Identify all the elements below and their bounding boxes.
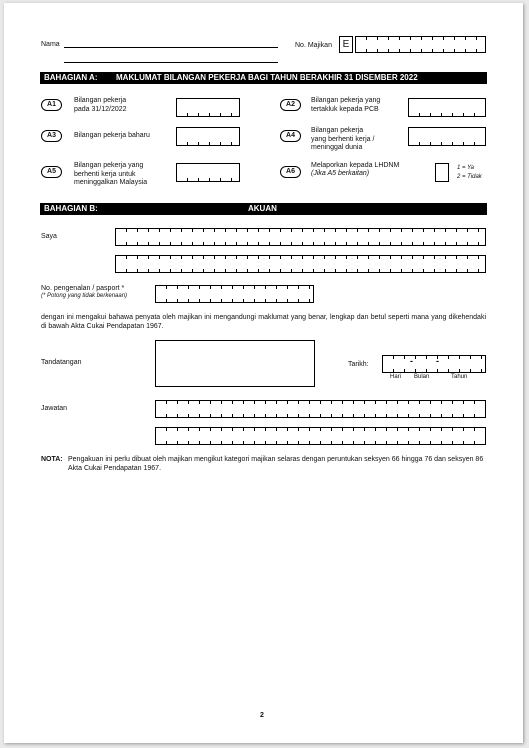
no-majikan-label: No. Majikan: [295, 42, 332, 49]
a6-label: Melaporkan kepada LHDNM: [311, 162, 400, 169]
section-b-header: [40, 203, 487, 215]
a1-badge: A1: [41, 99, 62, 111]
position-field-1[interactable]: [155, 400, 486, 418]
nama-label: Nama: [41, 41, 60, 48]
nama-line-2[interactable]: [64, 62, 278, 63]
note-label: NOTA:: [41, 456, 63, 463]
a5-badge: A5: [41, 166, 62, 178]
position-field-2[interactable]: [155, 427, 486, 445]
date-sep-2: -: [436, 356, 439, 366]
a1-field[interactable]: [176, 98, 240, 117]
a4-field[interactable]: [408, 127, 486, 146]
date-label: Tarikh:: [348, 361, 369, 368]
declaration-text: dengan ini mengakui bahawa penyata oleh majikan ini mengandungi maklumat yang benar, lengkap dan betul seperti mana yang dikehendaki di bawah Akta Cukai Pendapatan 1967.: [41, 314, 486, 330]
saya-field-1[interactable]: [115, 228, 486, 246]
a5-label: Bilangan pekerja yang berhenti kerja untuk meninggalkan Malaysia: [74, 162, 148, 186]
section-a-prefix: BAHAGIAN A:: [44, 73, 98, 82]
date-day-label: Hari: [390, 374, 402, 380]
section-a-header: [40, 72, 487, 84]
a1-label: Bilangan pekerja pada 31/12/2022: [74, 97, 127, 113]
section-a-title: MAKLUMAT BILANGAN PEKERJA BAGI TAHUN BERAKHIR 31 DISEMBER 2022: [116, 73, 418, 82]
date-year-label: Tahun: [451, 374, 468, 380]
id-field[interactable]: [155, 285, 314, 303]
date-month-label: Bulan: [414, 374, 430, 380]
nama-line-1[interactable]: [64, 47, 278, 48]
position-label: Jawatan: [41, 405, 68, 412]
e-prefix-box: E: [339, 36, 353, 53]
a3-label: Bilangan pekerja baharu: [74, 132, 150, 139]
date-field[interactable]: [382, 355, 486, 373]
form-page: [4, 3, 523, 743]
page-number: 2: [260, 712, 264, 719]
a2-label: Bilangan pekerja yang tertakluk kepada PCB: [311, 97, 381, 113]
a6-field[interactable]: [435, 163, 449, 182]
date-sep-1: -: [410, 356, 413, 366]
a3-badge: A3: [41, 130, 62, 142]
a2-badge: A2: [280, 99, 301, 111]
a4-badge: A4: [280, 130, 301, 142]
saya-field-2[interactable]: [115, 255, 486, 273]
a5-field[interactable]: [176, 163, 240, 182]
signature-label: Tandatangan: [41, 359, 82, 366]
saya-label: Saya: [41, 233, 57, 240]
a6-note: (Jika A5 berkaitan): [311, 170, 370, 177]
note-text: Pengakuan ini perlu dibuat oleh majikan mengikut kategori majikan selaras dengan peruntukan seksyen 66 hingga 76 dan seksyen 86 Akta Cukai Pendapatan 1967.: [68, 456, 484, 472]
id-label: No. pengenalan / pasport *: [41, 285, 125, 292]
section-b-title: AKUAN: [248, 204, 277, 213]
a6-badge: A6: [280, 166, 301, 178]
a4-label: Bilangan pekerja yang berhenti kerja / meninggal dunia: [311, 127, 375, 151]
a2-field[interactable]: [408, 98, 486, 117]
a6-option-no: 2 = Tidak: [457, 174, 482, 180]
id-note: (* Potong yang tidak berkenaan): [41, 293, 128, 299]
no-majikan-field[interactable]: [355, 36, 486, 53]
a6-option-yes: 1 = Ya: [457, 165, 474, 171]
signature-box[interactable]: [155, 340, 315, 387]
a3-field[interactable]: [176, 127, 240, 146]
section-b-prefix: BAHAGIAN B:: [44, 204, 98, 213]
